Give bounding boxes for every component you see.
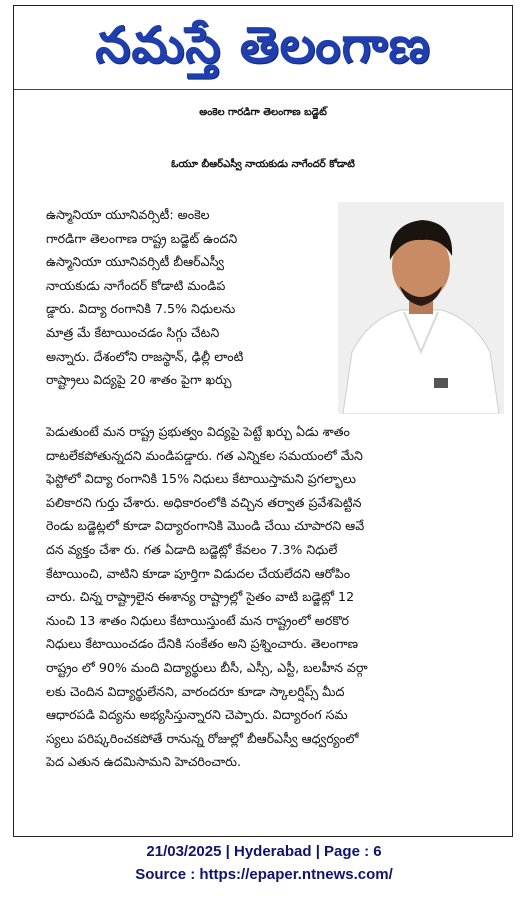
article-line: దాటలేకపోతున్నదని మండిపడ్డారు. గత ఎన్నికల సమయంలో మేని (46, 447, 363, 463)
article-line: నాయకుడు నాగేందర్ కోడాటి మండిప (46, 277, 226, 293)
article-body-wide (46, 420, 504, 774)
article-line: ఫెస్టోలో విద్యా రంగానికి 15% నిధులు కేటాయిస్తామని ప్రగల్భాలు (46, 471, 356, 487)
article-line: రెండు బడ్జెట్లలో కూడా విద్యారంగానికి మొండి చేయి చూపారని ఆవే (46, 518, 365, 534)
article-line: పలికారని గుర్తు చేశారు. అధికారంలోకి వచ్చిన తర్వాత ప్రవేశపెట్టిన (46, 494, 362, 510)
newspaper-clipping (13, 5, 513, 837)
article-line: గారడిగా తెలంగాణ రాష్ట్ర బడ్జెట్ ఉందని (46, 230, 238, 246)
article-line: కేటాయించి, వాటిని కూడా పూర్తిగా విడుదల చేయలేదని ఆరోపిం (46, 565, 351, 581)
footer-date-line: 21/03/2025 | Hyderabad | Page : 6 (146, 843, 382, 860)
article-line: డ్డారు. విద్యా రంగానికి 7.5% నిధులను (46, 301, 236, 317)
article-body-narrow (46, 203, 328, 392)
masthead-title: నమస్తే తెలంగాణ (95, 16, 431, 74)
article-line: పెద ఎతున ఉదమిసామని హెచరించారు. (46, 754, 241, 770)
article-subheadline: ఓయూ బీఆర్ఎస్వీ నాయకుడు నాగేందర్ కోడాటి (171, 159, 355, 170)
newspaper-masthead (14, 6, 512, 84)
article-line: లకు చెందిన విద్యార్థులేనని, వారందరూ కూడా స్కాలర్షిప్స్ మీద (46, 683, 345, 699)
article-line: ఉస్మానియా యూనివర్సిటీ: అంకెల (46, 207, 210, 222)
masthead-divider (14, 89, 512, 90)
article-line: అన్నారు. దేశంలోని రాజస్థాన్, ఢిల్లీ లాంటి (46, 348, 244, 364)
article-line: రాష్ట్రాలు విద్యపై 20 శాతం పైగా ఖర్చు (46, 372, 232, 388)
article-line: పెడుతుంటే మన రాష్ట్ర ప్రభుత్వం విద్యపై పెట్టే ఖర్చు ఏడు శాతం (46, 424, 350, 439)
article-line: రాష్ట్రం లో 90% మంది విద్యార్థులు బీసీ, ఎస్సీ, ఎస్టీ, బలహీన వర్గా (46, 659, 368, 675)
article-line: చారు. చిన్న రాష్ట్రాలైన ఈశాన్య రాష్ట్రాల్లో సైతం వాటి బడ్జెట్లో 12 (46, 589, 355, 605)
footer-source-line: Source : https://epaper.ntnews.com/ (135, 866, 393, 883)
article-line: మాత్ర మే కేటాయించడం సిగ్గు చేటని (46, 324, 220, 340)
article-headline: అంకెల గారడిగా తెలంగాణ బడ్జెట్ (199, 107, 327, 118)
article-line: స్యలు పరిష్కరించకపోతే రానున్న రోజుల్లో బీఆర్ఎస్వీ ఆధ్వర్యంలో (46, 730, 359, 746)
article-line: ఆధారపడి విద్యను అభ్యసిస్తున్నారని చెప్పారు. విద్యారంగ సమ (46, 707, 348, 723)
portrait-illustration (338, 202, 504, 414)
article-line: నుంచి 13 శాతం నిధులు కేటాయిస్తుంటే మన రాష్ట్రంలో అరకొర (46, 612, 350, 628)
article-line: ఉస్మానియా యూనివర్సిటీ బీఆర్ఎస్వీ (46, 254, 225, 270)
person-photo (338, 202, 504, 414)
article-line: నిధులు కేటాయించడం దేనికి సంకేతం అని ప్రశ్నించారు. తెలంగాణ (46, 636, 359, 652)
article-line: దన వ్యక్తం చేశా రు. గత ఏడాది బడ్జెట్లో కేవలం 7.3% నిధులే (46, 541, 338, 557)
